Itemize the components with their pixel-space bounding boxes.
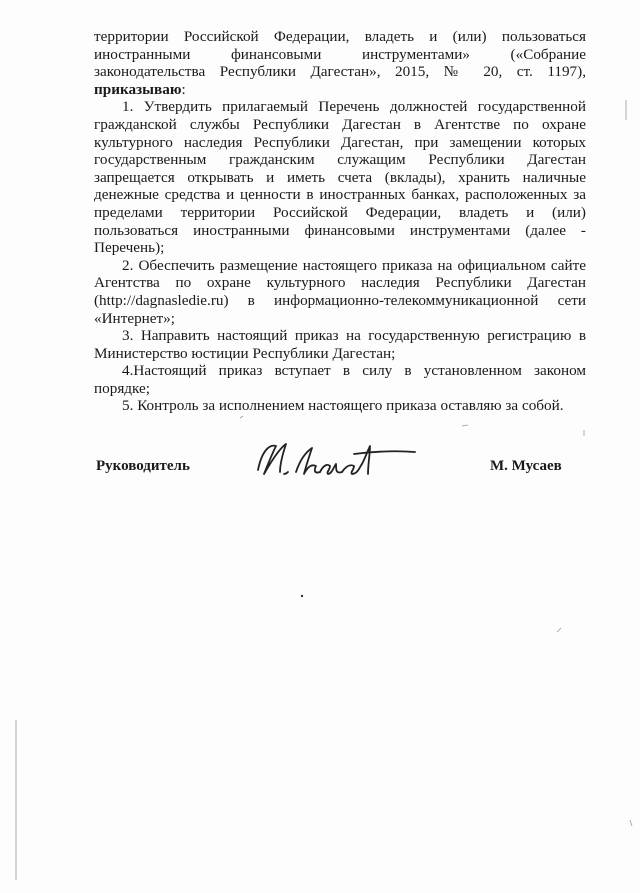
intro-text: территории Российской Федерации, владеть и (или) пользоваться иностранными финансовыми инструментами» («Собрание законодательства Республики Дагестан», 2015, № 20, ст. 1197),	[94, 28, 586, 81]
signer-name: М. Мусаев	[490, 458, 562, 474]
intro-colon: :	[181, 80, 186, 98]
item-4: 4.Настоящий приказ вступает в силу в установленном законом порядке;	[94, 362, 586, 397]
order-word: приказываю	[94, 80, 182, 98]
signer-role: Руководитель	[96, 458, 190, 474]
item-3: 3. Направить настоящий приказ на государственную регистрацию в Министерство юстиции Республики Дагестан;	[94, 327, 586, 362]
item-1: 1. Утвердить прилагаемый Перечень должностей государственной гражданской службы Республики Дагестан в Агентстве по охране культурного наследия Республики Дагестан, при замещении которых государственным гражданским служащим Республики Дагестан запрещается открывать и иметь счета (вклады), хранить наличные денежные средства и ценности в иностранных банках, расположенных за пределами территории Российской Федерации, владеть и (или) пользоваться иностранными финансовыми инструментами (далее - Перечень);	[94, 98, 586, 257]
item-5: 5. Контроль за исполнением настоящего приказа оставляю за собой.	[122, 397, 564, 415]
item-2: 2. Обеспечить размещение настоящего приказа на официальном сайте Агентства по охране культурного наследия Республики Дагестан (http://dagnasledie.ru) в информационно-телекоммуникационной сети «Интернет»;	[94, 256, 586, 327]
